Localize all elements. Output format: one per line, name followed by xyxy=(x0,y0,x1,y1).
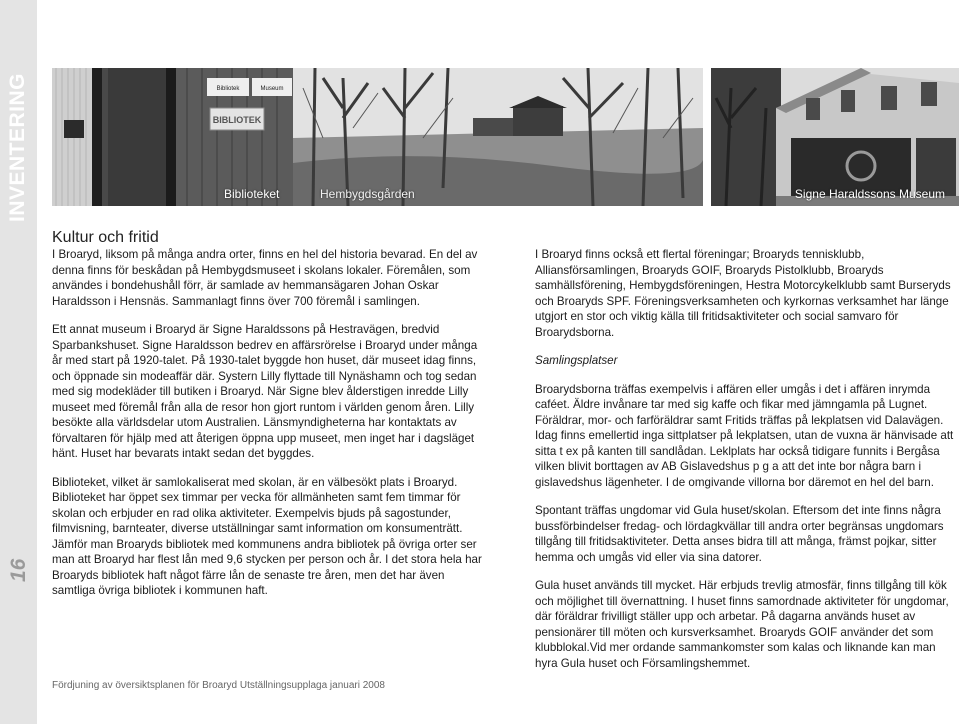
paragraph-meeting-places: Broarydsborna träffas exempelvis i affären eller umgås i det i affären inrymda caféet. Äldre invånare tar med sig kaffe och fikar med jämngamla på Lugnet. Föräldrar, mor- och farföräldrar samt Fritids träffas på lekplatsen vid Dalavägen. Idag finns emellertid inga sittplatser på lekplatsen, utan de vuxna är hänvisade att sitta t ex på kanten till sandlådan. Leklplats har också tidigare funnits i Bergåsa vilken blivit borttagen av AB Gislavedshus p g a att det inte bor några barn i gislavedshus lägenheter. I de omgivande villorna bor däremot en hel del barn. xyxy=(535,382,954,489)
library-sign-right: Museum xyxy=(260,86,284,92)
page-footer: Fördjuning av översiktsplanen för Broaryd Utställningsupplaga januari 2008 xyxy=(52,680,385,691)
paragraph-associations: I Broaryd finns också ett flertal föreningar; Broaryds tennisklubb, Alliansförsamlingen, Broaryds GOIF, Broaryds Pistolklubb, Broaryds samhällsförening, Hembygdsföreningen, Hestra Motorcykelklubb samt Burseryds och Broaryds SPF. Föreningsverksamheten och kyrkornas verksamhet har länge utgjort en stor och viktig källa till fritidsaktiviteter och social samvaro för Broarydsborna. xyxy=(535,248,951,339)
library-photo xyxy=(52,68,293,206)
homestead-photo xyxy=(293,68,703,206)
museum-photo xyxy=(711,68,959,206)
right-column xyxy=(535,247,960,684)
library-sign-left: Bibliotek xyxy=(216,86,240,92)
library-caption: Biblioteket xyxy=(224,187,280,201)
homestead-caption: Hembygdsgården xyxy=(320,187,415,201)
library-plaque: BIBLIOTEK xyxy=(212,115,262,125)
paragraph-library: Biblioteket, vilket är samlokaliserat med skolan, är en välbesökt plats i Broaryd. Biblioteket har öppet sex timmar per vecka för allmänheten samt fem timmar för skolan och erbjuder en rad olika aktiviteter. Exempelvis bjuds på sagostunder, filmvisning, barnteater, diverse utställningar samt information om konsumenträtt. Jämför man Broaryds bibliotek med kommunens andra bibliotek på övriga orter ser man att Broaryd har flest lån med 9,6 stycken per person och år. I det stora hela har Broaryds bibliotek haft något färre lån de senaste tre åren, men det har även samtliga övriga bibliotek i kommunen haft. xyxy=(52,475,482,597)
paragraph-youth: Spontant träffas ungdomar vid Gula huset/skolan. Eftersom det inte finns några bussförbindelser fredag- och lördagkvällar till andra orter begränsas ungdomars tillgång till fritidsaktiviteter. Detta anses bidra till att många, främst pojkar, sitter hemma och umgås vid eller via sina datorer. xyxy=(535,504,944,564)
paragraph-signe-museum: Ett annat museum i Broaryd är Signe Haraldssons på Hestravägen, bredvid Sparbankshuset. Signe Haraldsson bedrev en affärsrörelse i Broaryd under många år med start på 1920-talet. På 1930-talet byggde hon huset, där museet idag finns, och öppnade sin modeaffär där. Systern Lilly flyttade till Nynäshamn och tog sedan med sig modekläder till butiken i Broaryd. När Signe blev ålderstigen inredde Lilly museet med föremål från alla de resor hon gjort runtom i världen genom åren. Lilly besökte alla världsdelar utom Australien. Länsmyndigheterna har kontaktats av förvaltaren för hjälp med att återigen öppna upp museet, men inget har i dagsläget hänt. Huset har bevarats intakt sedan det byggdes. xyxy=(52,323,478,460)
museum-caption: Signe Haraldssons Museum xyxy=(794,187,945,201)
paragraph-gula-huset: Gula huset används till mycket. Här erbjuds trevlig atmosfär, finns tillgång till kök och möjlighet till övernattning. I huset finns samordnade aktiviteter för ungdomar, där föräldrar frivilligt ställer upp och arbetar. På dagarna används huset av pensionärer till möten och kursverksamhet. Broaryds GOIF använder det som klubblokal.Vid mer ordande sammankomster som kalas och liknande kan man hyra Gula huset och Församlingshemmet. xyxy=(535,579,949,670)
page-number: 16 xyxy=(7,558,30,582)
section-heading: Kultur och fritid xyxy=(52,229,159,246)
paragraph-history: I Broaryd, liksom på många andra orter, finns en hel del historia bevarad. En del av denna finns för beskådan på Hembygdsmuseet i skolans lokaler. Föremålen, som användes i bondehushåll förr, är samlade av hemmansägaren Johan Oskar Haraldsson i Hensnäs. Sammanlagt finns över 700 föremål i samlingen. xyxy=(52,248,478,308)
left-column xyxy=(52,247,484,612)
section-label: INVENTERING xyxy=(6,72,29,222)
subheading-meeting-places: Samlingsplatser xyxy=(535,354,618,367)
